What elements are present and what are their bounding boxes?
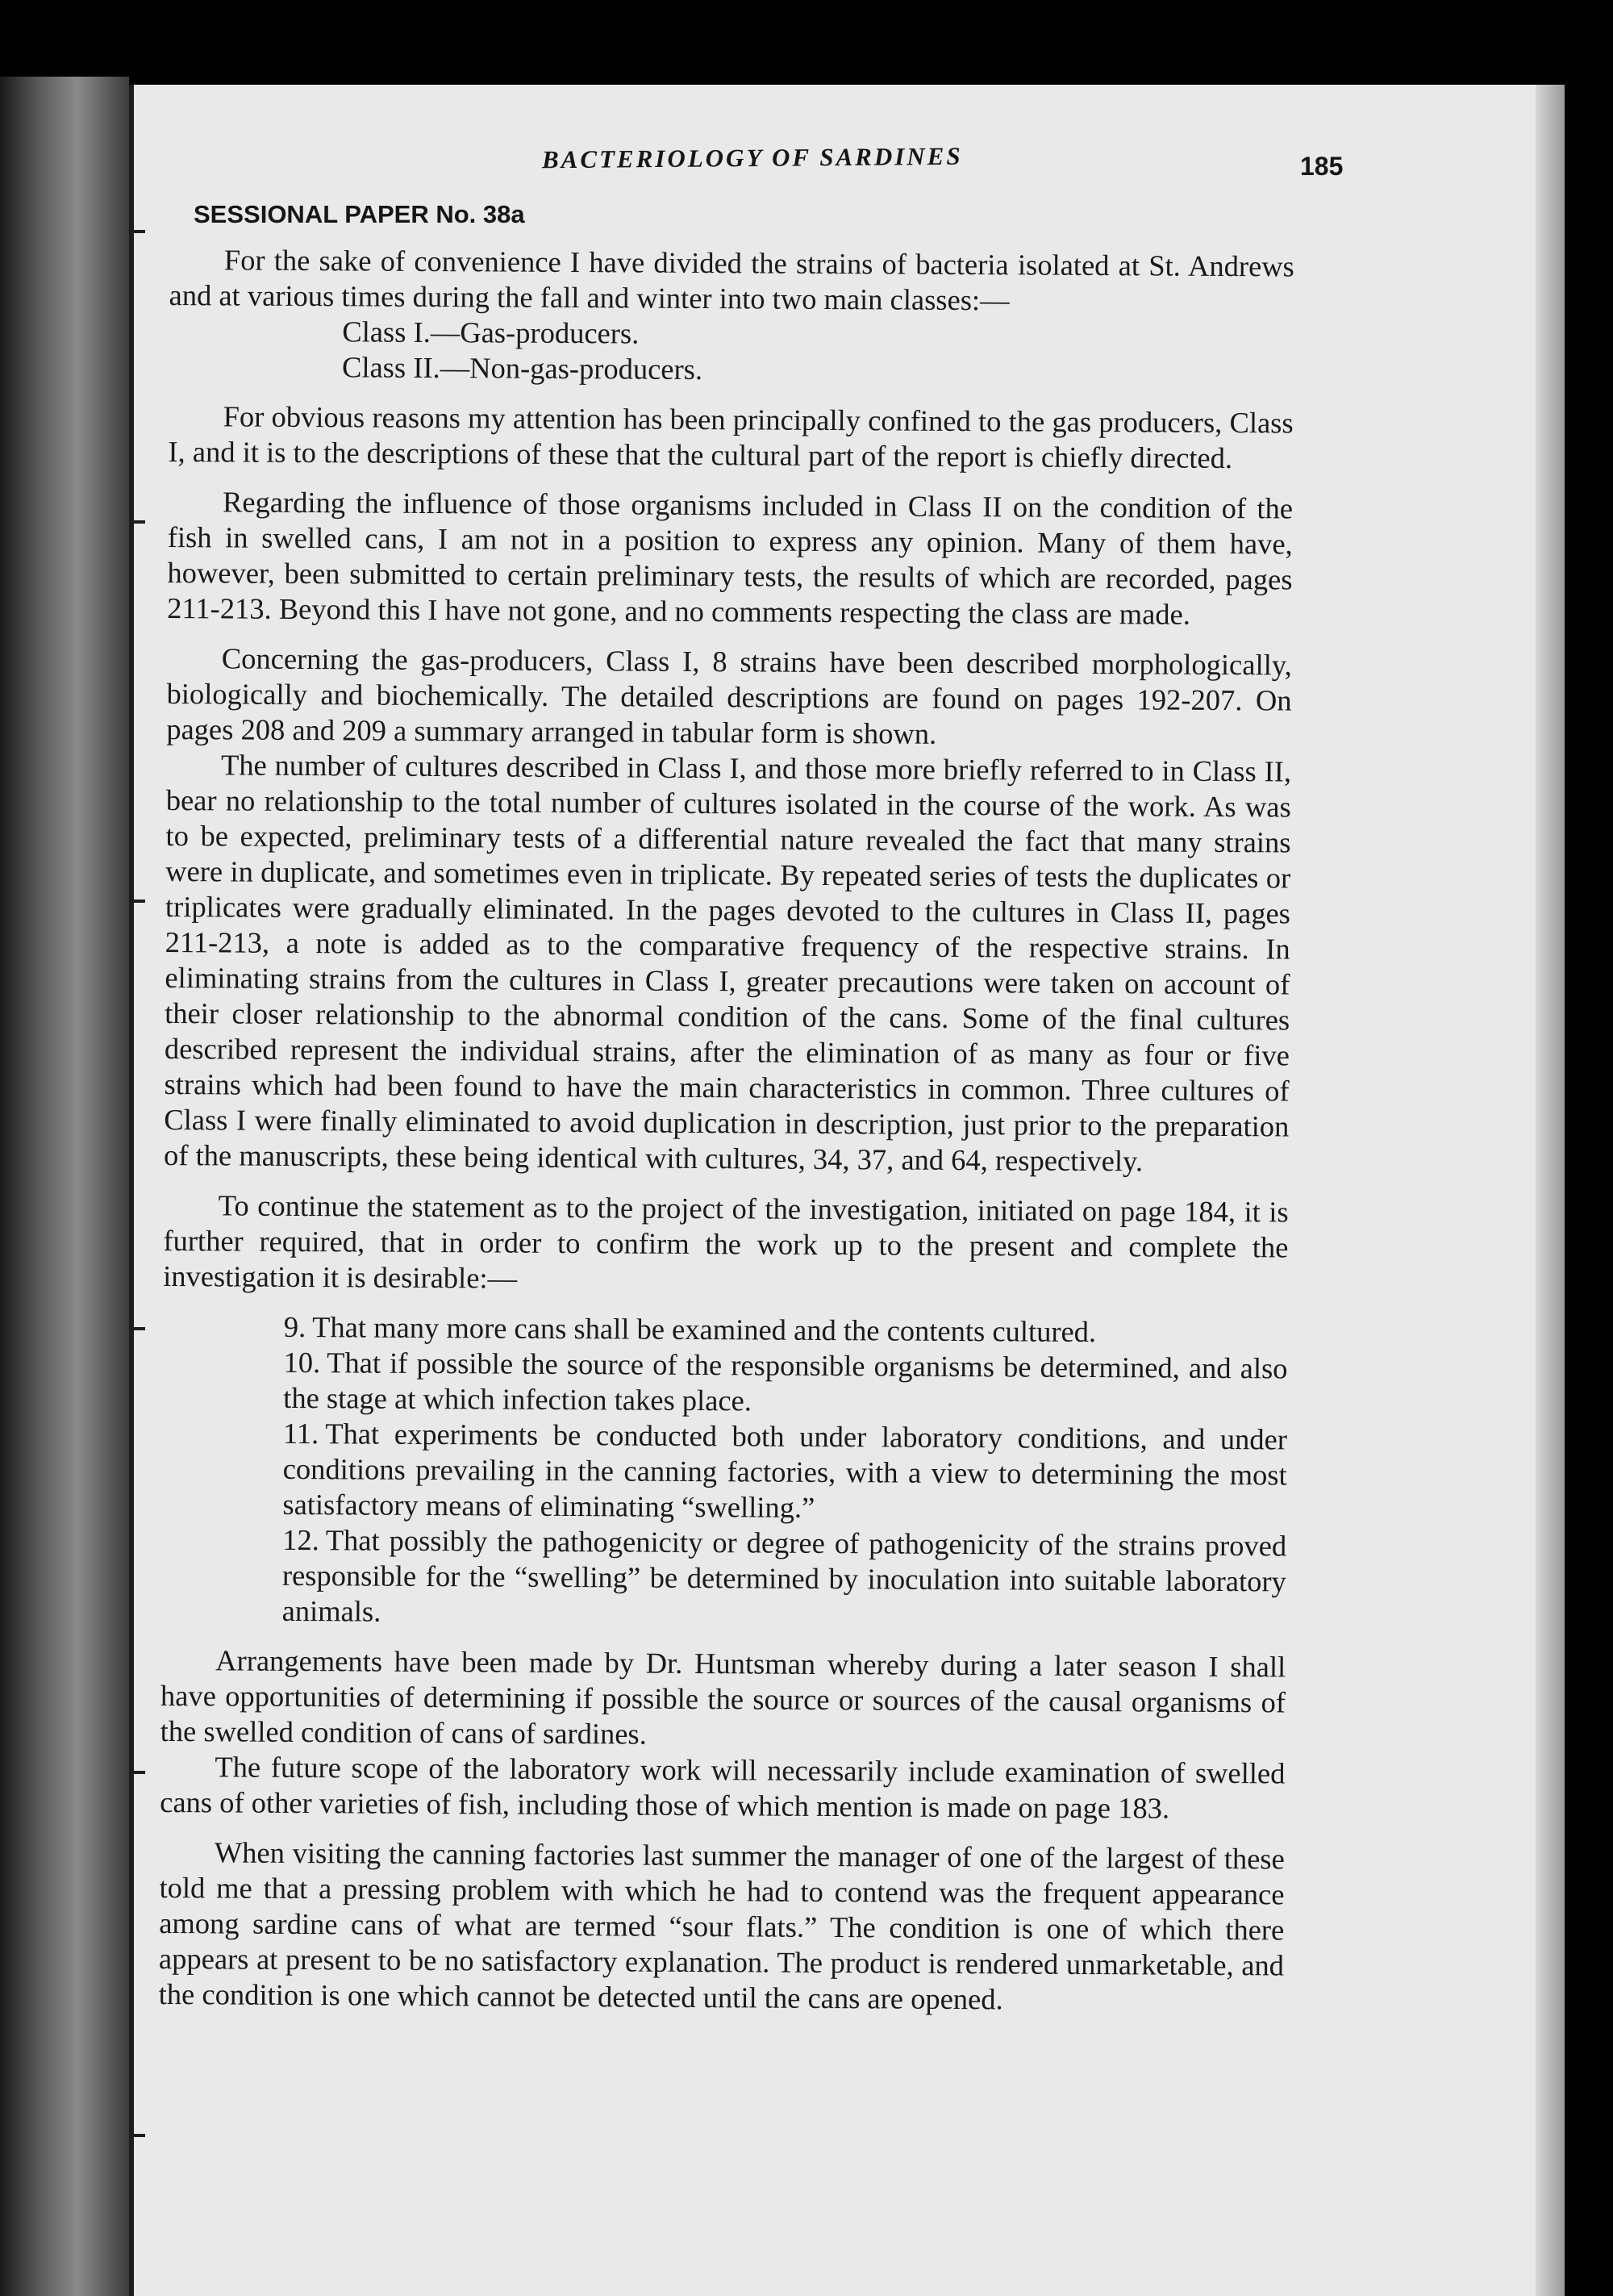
paragraph: The future scope of the laboratory work will necessarily include examination of swelled cans of other varieties of fish, including those of which mention is made on page 183. <box>160 1750 1286 1825</box>
paragraph: Concerning the gas-producers, Class I, 8 strains have been described morphologically, biologically and biochemically. The detailed descriptions are found on pages 192-207. On pages 208 and 209 a summary arranged in tabular form is shown. <box>166 641 1292 750</box>
binding-stitch <box>129 1771 145 1774</box>
binding-stitch <box>129 230 145 233</box>
paragraph: For the sake of convenience I have divided the strains of bacteria isolated at St. Andrews and at various times during the fall and winter into two main classes:— <box>169 243 1294 317</box>
paragraph: The number of cultures described in Class I, and those more briefly referred to in Class II, bear no relationship to the total number of cultures isolated in the course of the work. As was to be expected, preliminary tests of a differential nature revealed the fact that many strains were in duplicate, and sometimes even in triplicate. By repeated series of tests the duplicates or triplicates were gradually eliminated. In the pages devoted to the cultures in Class II, pages 211-213, a note is added as to the comparative frequency of the respective strains. In eliminating strains from the cultures in Class I, greater precautions were taken on account of their closer relationship to the abnormal condition of the cans. Some of the final cultures described represent the individual strains, after the elimination of as many as four or five strains which had been found to have the main characteristics in common. Three cultures of Class I were finally eliminated to avoid duplication in description, just prior to the preparation of the manuscripts, these being identical with cultures, 34, 37, and 64, respectively. <box>163 748 1292 1178</box>
binding-stitch <box>129 520 145 524</box>
paragraph: Arrangements have been made by Dr. Huntsman whereby during a later season I shall have opportunities of determining if possible the source or sources of the causal organisms of the swelled condition of cans of sardines. <box>160 1643 1286 1751</box>
binding-stitch <box>129 2134 145 2137</box>
page-edge-shadow <box>1536 85 1565 2296</box>
page-number: 185 <box>1300 152 1344 181</box>
sessional-paper-label: SESSIONAL PAPER No. 38a <box>194 200 525 228</box>
paragraph: For obvious reasons my attention has been principally confined to the gas producers, Class I, and it is to the descriptions of these that the cultural part of the report is chiefly directed. <box>168 399 1294 475</box>
list-item: 9. That many more cans shall be examined and the contents cultured. <box>283 1309 1097 1349</box>
paragraph: Regarding the influence of those organisms included in Class II on the condition of the fish in swelled cans, I am not in a position to express any opinion. Many of them have, however, been submitted to certain preliminary tests, the results of which are recorded, pages 211-213. Beyond this I have not gone, and no comments respecting the class are made. <box>167 485 1294 631</box>
running-title: BACTERIOLOGY OF SARDINES <box>541 141 963 174</box>
paragraph: To continue the statement as to the project of the investigation, initiated on page 184, it is further required, that in order to confirm the work up to the present and complete the investigation it is desirable:— <box>163 1188 1289 1295</box>
body-text <box>159 242 1294 2018</box>
scan-background-edge <box>0 77 129 2296</box>
binding-spine <box>129 85 134 2296</box>
list-item: 11. That experiments be conducted both under laboratory conditions, and under conditions prevailing in the canning factories, with a view to determining the most satisfactory means of eliminating “swelling.” <box>282 1416 1288 1524</box>
list-item: 12. That possibly the pathogenicity or degree of pathogenicity of the strains proved responsible for the “swelling” be determined by inoculation into suitable laboratory animals. <box>281 1522 1287 1628</box>
paragraph: When visiting the canning factories last summer the manager of one of the largest of these told me that a pressing problem with which he had to contend was the frequent appearance among sardine cans of what are termed “sour flats.” The condition is one of which there appears at present to be no satisfactory explanation. The product is rendered unmarketable, and the condition is one which cannot be detected until the cans are opened. <box>158 1835 1285 2016</box>
class-two-line: Class II.—Non-gas-producers. <box>341 350 703 386</box>
binding-stitch <box>129 900 145 903</box>
binding-stitch <box>129 1327 145 1330</box>
class-one-line: Class I.—Gas-producers. <box>342 315 640 350</box>
list-item: 10. That if possible the source of the responsible organisms be determined, and also the stage at which infection takes place. <box>283 1345 1288 1417</box>
